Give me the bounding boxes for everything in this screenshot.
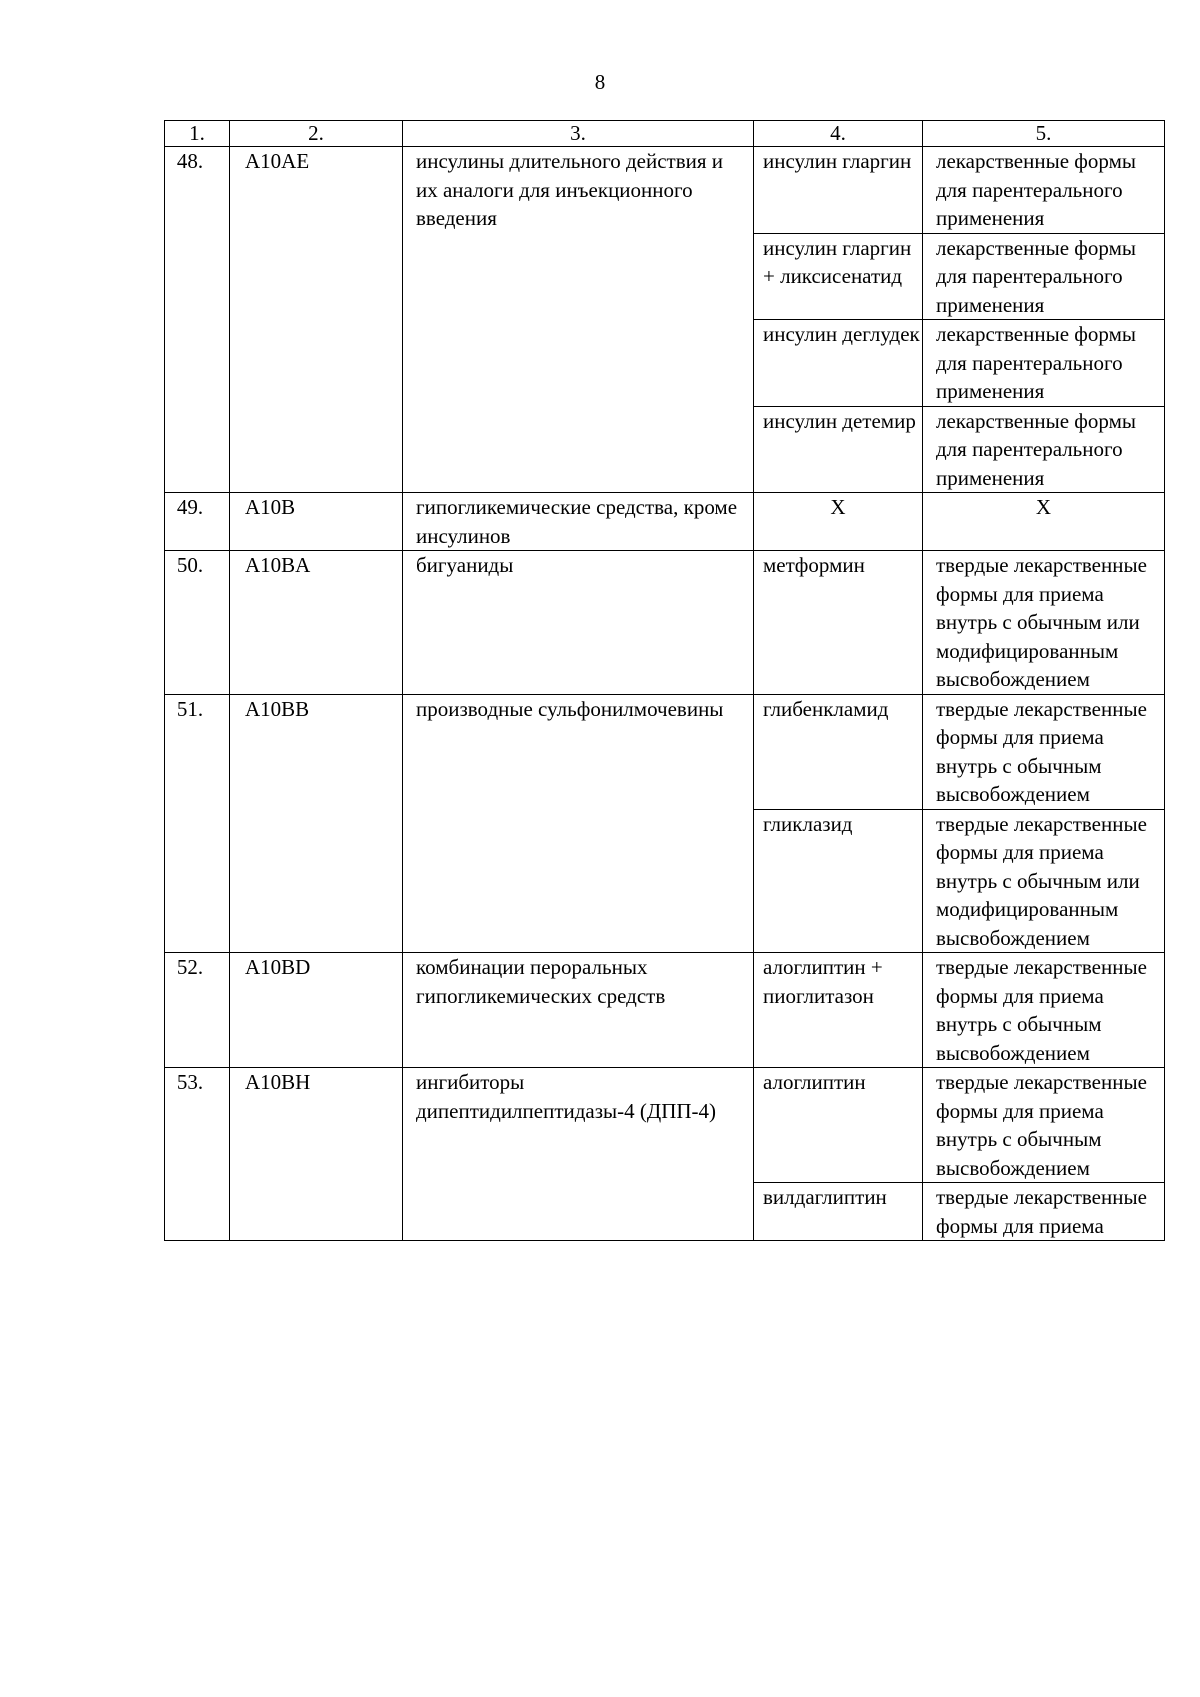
group-name-cell: производные сульфонилмочевины xyxy=(403,694,754,953)
table-row xyxy=(165,551,1165,695)
table-body xyxy=(165,147,1165,1241)
header-cell-4: 4. xyxy=(754,121,923,147)
header-cell-1: 1. xyxy=(165,121,230,147)
dosage-form-cell: X xyxy=(923,493,1165,551)
atc-code-cell: A10B xyxy=(230,493,403,551)
dosage-form-cell: твердые лекарственные формы для приема внутрь с обычным или модифицированным высвобождением xyxy=(923,809,1165,953)
table-row xyxy=(165,694,1165,809)
header-cell-3: 3. xyxy=(403,121,754,147)
drug-name-cell: инсулин деглудек xyxy=(754,320,923,407)
table-row xyxy=(165,953,1165,1068)
group-name-cell: гипогликемические средства, кроме инсулинов xyxy=(403,493,754,551)
group-name-cell: бигуаниды xyxy=(403,551,754,695)
atc-code-cell: A10BA xyxy=(230,551,403,695)
row-number-cell: 52. xyxy=(165,953,230,1068)
table-row xyxy=(165,493,1165,551)
drug-name-cell: алоглиптин xyxy=(754,1068,923,1183)
drug-name-cell: X xyxy=(754,493,923,551)
row-number-cell: 50. xyxy=(165,551,230,695)
row-number-cell: 49. xyxy=(165,493,230,551)
header-row xyxy=(165,121,1165,147)
dosage-form-cell: лекарственные формы для парентерального применения xyxy=(923,320,1165,407)
page-number: 8 xyxy=(594,70,606,94)
header-cell-5: 5. xyxy=(923,121,1165,147)
dosage-form-cell: твердые лекарственные формы для приема внутрь с обычным высвобождением xyxy=(923,694,1165,809)
group-name-cell: ингибиторы дипептидилпептидазы-4 (ДПП-4) xyxy=(403,1068,754,1241)
row-number-cell: 48. xyxy=(165,147,230,493)
table-row xyxy=(165,1068,1165,1183)
drug-name-cell: гликлазид xyxy=(754,809,923,953)
group-name-cell: инсулины длительного действия и их аналоги для инъекционного введения xyxy=(403,147,754,493)
table-row xyxy=(165,147,1165,234)
drug-list-table xyxy=(164,120,1165,1241)
drug-name-cell: алоглиптин + пиоглитазон xyxy=(754,953,923,1068)
dosage-form-cell: твердые лекарственные формы для приема xyxy=(923,1183,1165,1241)
row-number-cell: 53. xyxy=(165,1068,230,1241)
drug-name-cell: инсулин гларгин + ликсисенатид xyxy=(754,233,923,320)
atc-code-cell: A10BD xyxy=(230,953,403,1068)
drug-name-cell: инсулин гларгин xyxy=(754,147,923,234)
group-name-cell: комбинации пероральных гипогликемических средств xyxy=(403,953,754,1068)
dosage-form-cell: лекарственные формы для парентерального применения xyxy=(923,147,1165,234)
dosage-form-cell: лекарственные формы для парентерального применения xyxy=(923,406,1165,493)
drug-name-cell: инсулин детемир xyxy=(754,406,923,493)
atc-code-cell: A10AE xyxy=(230,147,403,493)
dosage-form-cell: лекарственные формы для парентерального применения xyxy=(923,233,1165,320)
dosage-form-cell: твердые лекарственные формы для приема внутрь с обычным или модифицированным высвобождением xyxy=(923,551,1165,695)
drug-name-cell: глибенкламид xyxy=(754,694,923,809)
dosage-form-cell: твердые лекарственные формы для приема внутрь с обычным высвобождением xyxy=(923,953,1165,1068)
row-number-cell: 51. xyxy=(165,694,230,953)
header-cell-2: 2. xyxy=(230,121,403,147)
dosage-form-cell: твердые лекарственные формы для приема внутрь с обычным высвобождением xyxy=(923,1068,1165,1183)
drug-name-cell: вилдаглиптин xyxy=(754,1183,923,1241)
atc-code-cell: A10BH xyxy=(230,1068,403,1241)
drug-name-cell: метформин xyxy=(754,551,923,695)
atc-code-cell: A10BB xyxy=(230,694,403,953)
